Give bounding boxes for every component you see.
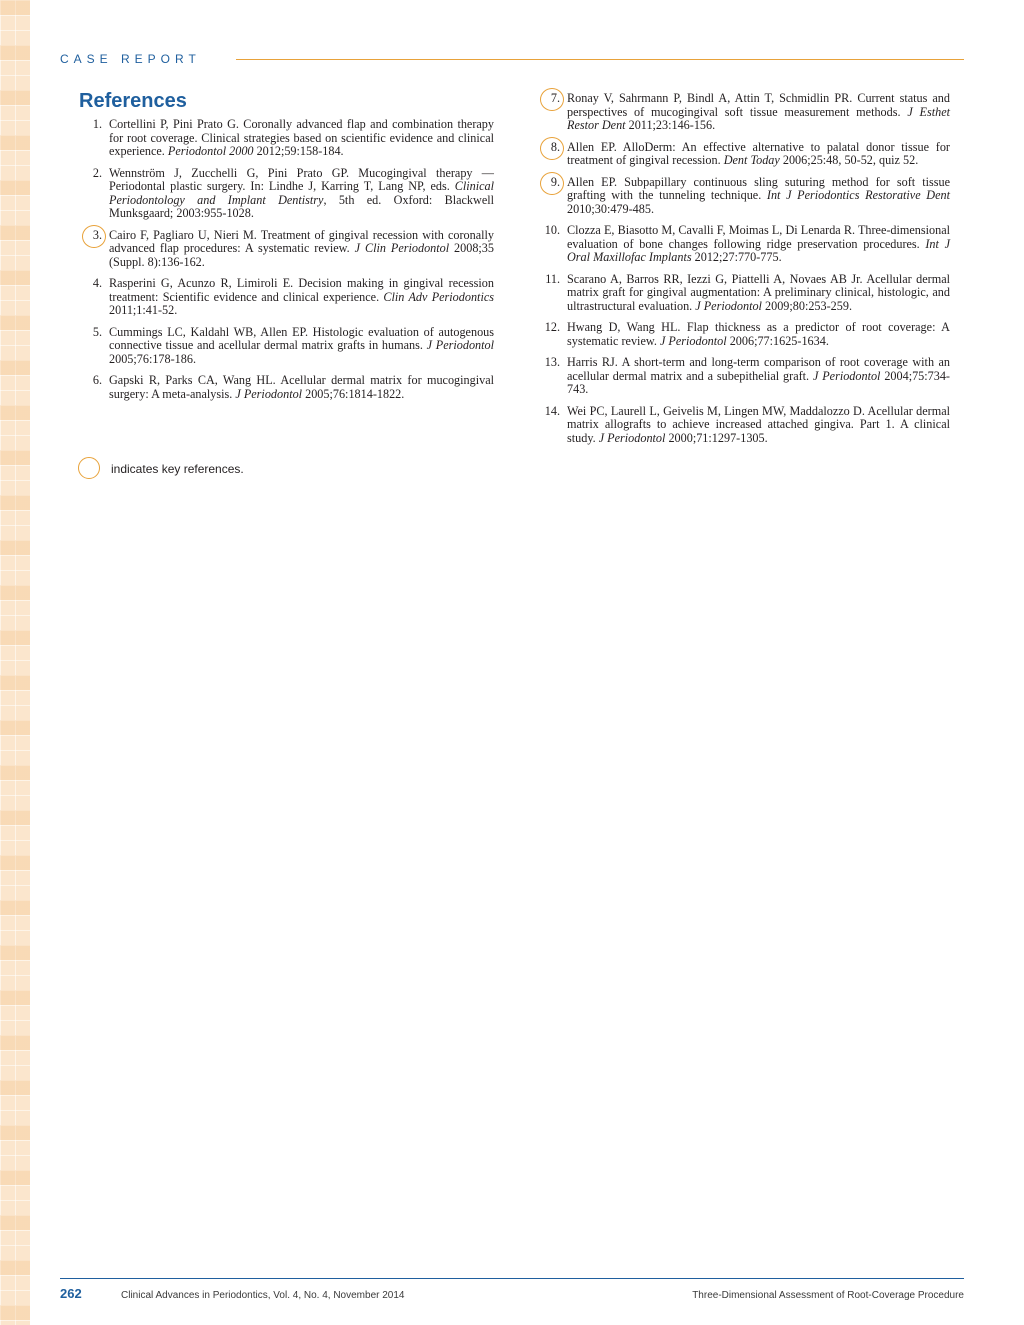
reference-text: Rasperini G, Acunzo R, Limiroli E. Decision making in gingival recession treatment: Scientific evidence and clinical experience.	[109, 276, 494, 304]
reference-number: 3.	[76, 229, 102, 243]
reference-text: Hwang D, Wang HL. Flap thickness as a predictor of root coverage: A systematic review.	[567, 320, 950, 348]
reference-text: Harris RJ. A short-term and long-term comparison of root coverage with an acellular dermal matrix and a subepithelial graft.	[567, 355, 950, 383]
reference-text: 2008;35 (Suppl. 8):136-162.	[109, 241, 494, 269]
reference-text: Ronay V, Sahrmann P, Bindl A, Attin T, Schmidlin PR. Current status and perspectives of mucogingival soft tissue measurement methods.	[567, 91, 950, 119]
reference-source: J Periodontol	[659, 333, 727, 348]
reference-text: Scarano A, Barros RR, Iezzi G, Piattelli A, Novaes AB Jr. Acellular dermal matrix graft for gingival augmentation: A preliminary clinical, histologic, and ultrastructural evaluation.	[567, 271, 950, 313]
reference-source: Clin Adv Periodontics	[383, 289, 494, 304]
reference-text: , 5th ed. Oxford: Blackwell Munksgaard; 2003:955-1028.	[109, 192, 495, 220]
reference-number: 1.	[92, 117, 102, 131]
reference-number: 4.	[92, 276, 102, 290]
reference-text: 2012;59:158-184.	[253, 144, 344, 158]
reference-text: 2011;23:146-156.	[625, 118, 716, 132]
reference-text: Cairo F, Pagliaro U, Nieri M. Treatment of gingival recession with coronally advanced flap procedures: A systematic review.	[109, 227, 494, 255]
reference-source: Int J Oral Maxillofac Implants	[567, 236, 950, 264]
reference-text: 2004;75:734-743.	[567, 368, 950, 396]
references-column-left	[76, 118, 494, 409]
reference-source: Clinical Periodontology and Implant Dentistry	[109, 179, 494, 207]
reference-number: 14.	[544, 403, 560, 418]
reference-number: 9.	[534, 176, 560, 190]
reference-number: 10.	[544, 223, 560, 237]
journal-info: Clinical Advances in Periodontics, Vol. 4, No. 4, November 2014	[121, 1290, 405, 1301]
references-column-right	[534, 92, 950, 453]
reference-source: J Periodontol	[235, 386, 303, 401]
reference-text: Cortellini P, Pini Prato G. Coronally advanced flap and combination therapy for root coverage. Clinical strategies based on scientific evidence and clinical experience.	[109, 117, 494, 158]
legend-text: indicates key references.	[111, 462, 244, 476]
decorative-side-strip	[0, 0, 30, 1325]
reference-item	[76, 374, 494, 401]
reference-item	[534, 405, 950, 446]
running-title: Three-Dimensional Assessment of Root-Coverage Procedure	[692, 1290, 964, 1301]
reference-item	[534, 92, 950, 133]
reference-text: 2006;25:48, 50-52, quiz 52.	[779, 153, 919, 167]
reference-source: Int J Periodontics Restorative Dent	[766, 188, 950, 202]
key-reference-circle-icon	[78, 457, 100, 479]
reference-source: J Periodontol	[426, 338, 495, 352]
reference-text: 2006;77:1625-1634.	[726, 333, 829, 348]
reference-text: 2000;71:1297-1305.	[665, 430, 768, 445]
reference-number: 12.	[544, 320, 560, 334]
reference-item	[76, 229, 494, 270]
reference-source: J Periodontol	[695, 298, 762, 313]
reference-text: Cummings LC, Kaldahl WB, Allen EP. Histologic evaluation of autogenous connective tissue and acellular dermal matrix grafts in humans.	[109, 324, 494, 352]
reference-item	[534, 176, 950, 217]
reference-source: Periodontol 2000	[167, 144, 254, 158]
section-label: CASE REPORT	[60, 52, 201, 66]
footer-rule	[60, 1278, 964, 1279]
reference-item	[534, 356, 950, 397]
reference-item	[534, 273, 950, 314]
header-rule	[236, 59, 964, 60]
reference-item	[76, 118, 494, 159]
reference-number: 13.	[544, 355, 560, 369]
reference-item	[534, 224, 950, 265]
reference-item	[76, 277, 494, 318]
reference-text: 2012;27:770-775.	[691, 250, 782, 264]
reference-text: 2005;76:178-186.	[109, 351, 197, 366]
reference-source: J Clin Periodontol	[354, 241, 450, 255]
reference-text: Allen EP. AlloDerm: An effective alternative to palatal donor tissue for treatment of gingival recession.	[567, 139, 950, 167]
reference-text: Clozza E, Biasotto M, Cavalli F, Moimas L, Di Lenarda R. Three-dimensional evaluation of bone changes following ridge preservation procedures.	[567, 223, 950, 251]
page-number: 262	[60, 1286, 82, 1301]
reference-number: 2.	[92, 165, 102, 180]
reference-text: 2005;76:1814-1822.	[302, 386, 405, 401]
reference-item	[534, 141, 950, 168]
reference-item	[76, 167, 494, 221]
reference-item	[76, 326, 494, 367]
reference-text: Wei PC, Laurell L, Geivelis M, Lingen MW, Maddalozzo D. Acellular dermal matrix allografts to achieve increased attached gingiva. Part 1. A clinical study.	[567, 403, 950, 445]
reference-text: 2009;80:253-259.	[761, 298, 853, 313]
reference-source: Dent Today	[723, 153, 780, 167]
reference-number: 7.	[534, 92, 560, 106]
reference-source: J Periodontol	[598, 430, 666, 445]
reference-number: 6.	[92, 373, 102, 387]
reference-text: Wennström J, Zucchelli G, Pini Prato GP. Mucogingival therapy — Periodontal plastic surgery. In: Lindhe J, Karring T, Lang NP, eds.	[109, 165, 494, 193]
reference-text: Allen EP. Subpapillary continuous sling suturing method for soft tissue grafting with the tunneling technique.	[567, 174, 950, 202]
reference-source: J Esthet Restor Dent	[567, 104, 950, 132]
reference-item	[534, 321, 950, 348]
references-heading: References	[79, 90, 187, 112]
reference-source: J Periodontol	[812, 368, 881, 383]
reference-number: 11.	[545, 271, 560, 286]
reference-text: 2011;1:41-52.	[109, 303, 178, 317]
reference-number: 5.	[92, 324, 102, 339]
reference-number: 8.	[534, 141, 560, 155]
reference-text: 2010;30:479-485.	[567, 201, 655, 216]
reference-text: Gapski R, Parks CA, Wang HL. Acellular dermal matrix for mucogingival surgery: A meta-analysis.	[109, 373, 494, 401]
